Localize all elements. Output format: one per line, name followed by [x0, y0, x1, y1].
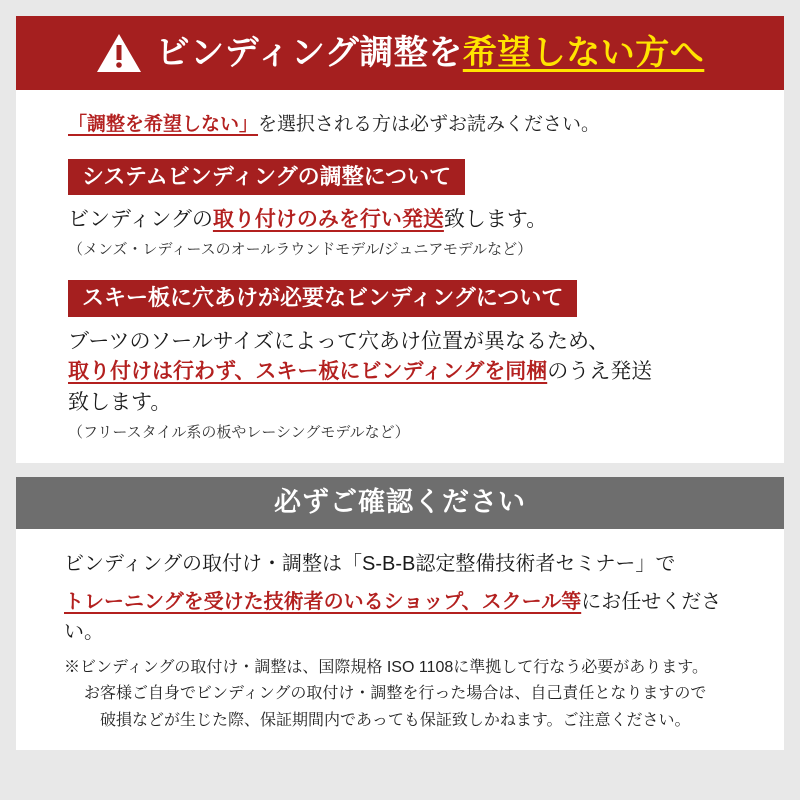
card1-banner-title-plain: ビンディング調整を [155, 34, 463, 72]
section1-heading: システムビンディングの調整について [68, 159, 465, 195]
card2-banner [16, 477, 784, 529]
card1-lead-rest: を選択される方は必ずお読みください。 [258, 114, 601, 135]
card1-lead [68, 112, 758, 139]
section2-line3: 致します。 [68, 390, 172, 414]
section2-line2-highlight: 取り付けは行わず、スキー板にビンディングを同梱 [68, 360, 548, 384]
section1-body [68, 205, 758, 235]
section2-line2-post: のうえ発送 [547, 360, 653, 384]
card1-banner-title [156, 36, 705, 70]
card2-line2-post: にお任せください。 [64, 590, 722, 643]
fineprint-line-2: お客様ご自身でビンディングの取付け・調整を行った場合は、自己責任となりますので [84, 685, 707, 703]
section2-heading: スキー板に穴あけが必要なビンディングについて [68, 280, 577, 316]
card2-line2 [64, 587, 758, 647]
card1-banner [16, 16, 784, 90]
section2-note: （フリースタイル系の板やレーシングモデルなど） [68, 423, 410, 441]
card-no-adjustment [16, 16, 784, 463]
section1-body-pre: ビンディングの [68, 207, 213, 231]
section2-line2 [68, 357, 758, 387]
card2-fineprint [64, 655, 758, 734]
section2-line1: ブーツのソールサイズによって穴あけ位置が異なるため、 [68, 329, 610, 353]
card1-lead-quoted: 「調整を希望しない」 [68, 114, 259, 135]
card-please-confirm [16, 477, 784, 750]
section1-body-post: 致します。 [443, 207, 548, 231]
section1-body-highlight: 取り付けのみを行い発送 [212, 207, 444, 231]
card2-line2-highlight: トレーニングを受けた技術者のいるショップ、スクール等 [64, 590, 582, 613]
fineprint-line-3: 破損などが生じた際、保証期間内であっても保証致しかねます。ご注意ください。 [100, 711, 691, 729]
card2-banner-title: 必ずご確認ください [274, 487, 526, 518]
fineprint-line-1: ※ビンディングの取付け・調整は、国際規格 ISO 1108に準拠して行なう必要があります。 [64, 658, 708, 676]
section1-note: （メンズ・レディースのオールラウンドモデル/ジュニアモデルなど） [68, 241, 533, 259]
card2-body [16, 529, 784, 750]
warning-triangle-icon [96, 32, 142, 74]
card1-banner-title-highlight: 希望しない方へ [462, 34, 705, 72]
card1-body [16, 90, 784, 463]
card2-line1: ビンディングの取付け・調整は「S-B-B認定整備技術者セミナー」で [64, 552, 676, 575]
